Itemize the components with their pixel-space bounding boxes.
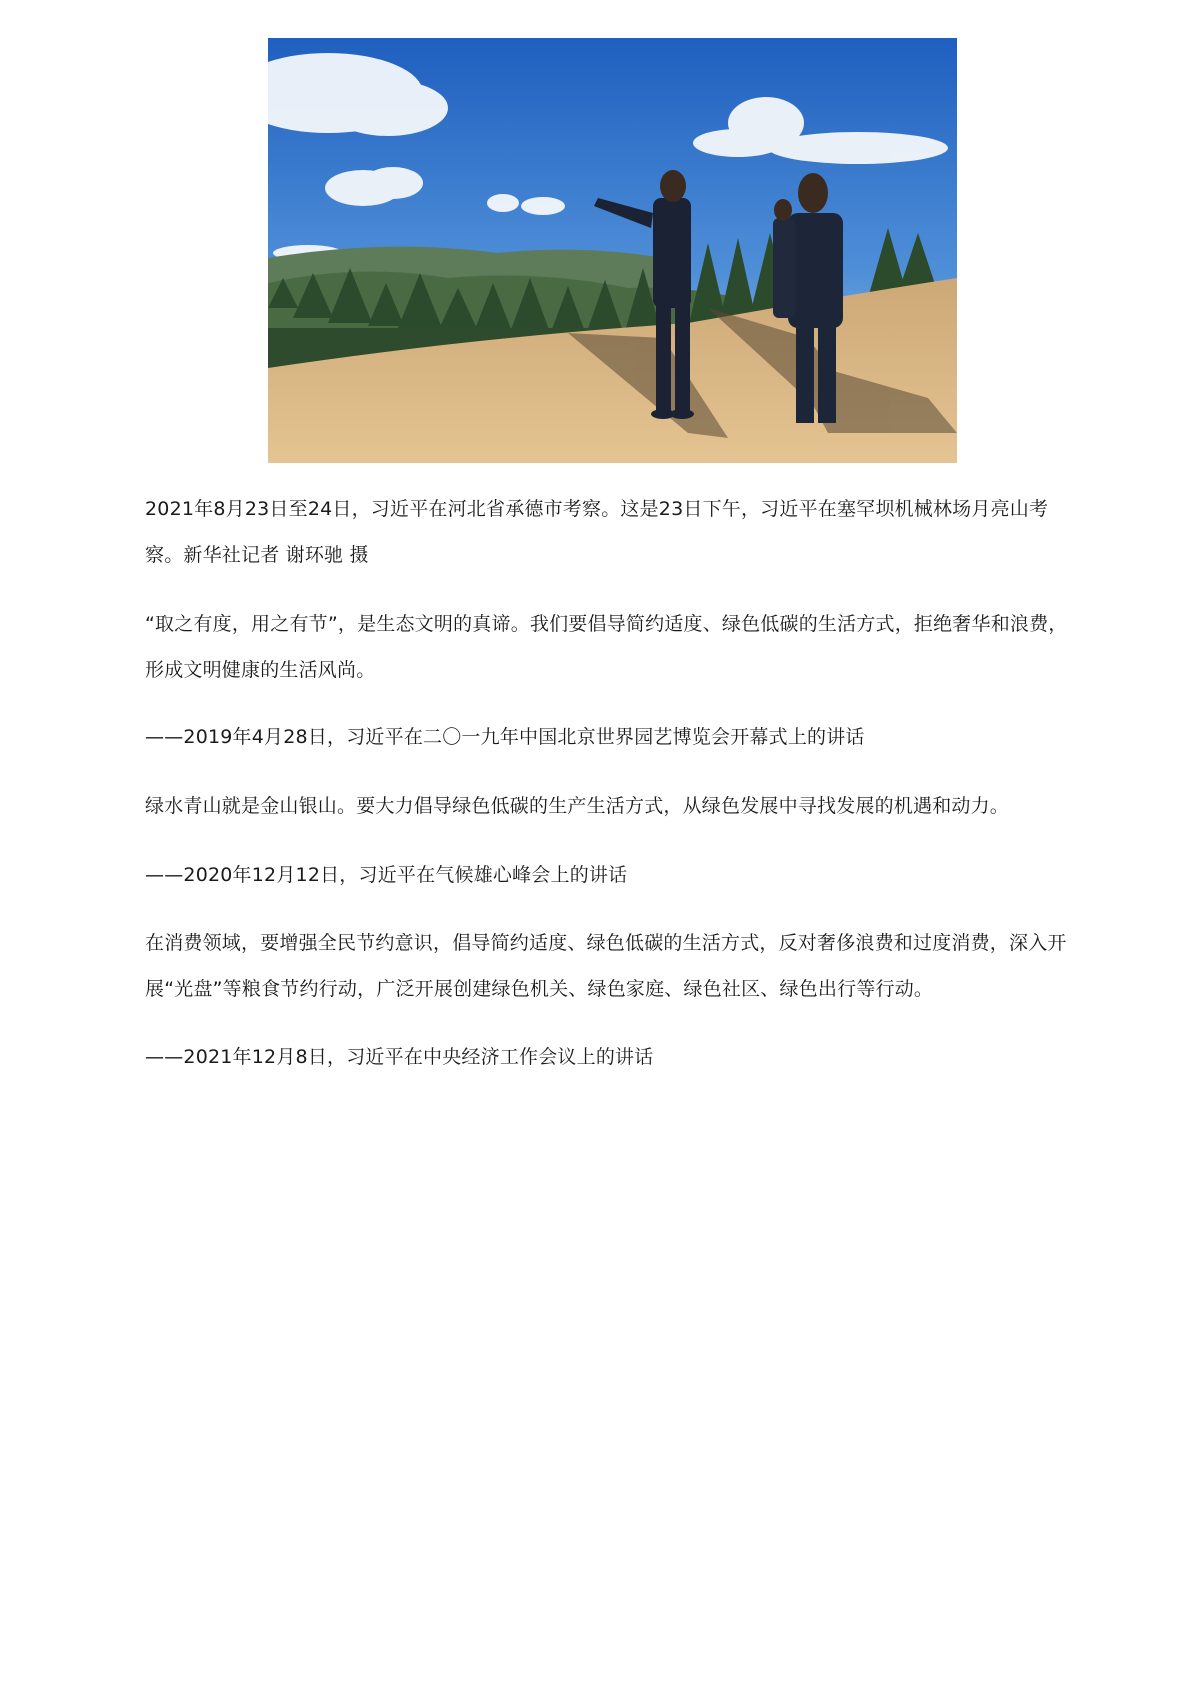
photo-caption: 2021年8月23日至24日，习近平在河北省承德市考察。这是23日下午，习近平在塞罕坝机械林场月亮山考察。新华社记者 谢环驰 摄 <box>145 498 1049 566</box>
quote-paragraph: 在消费领域，要增强全民节约意识，倡导简约适度、绿色低碳的生活方式，反对奢侈浪费和过度消费，深入开展“光盘”等粮食节约行动，广泛开展创建绿色机关、绿色家庭、绿色社区、绿色出行等行动。 <box>145 932 1067 1000</box>
quote-source: ——2021年12月8日，习近平在中央经济工作会议上的讲话 <box>145 1046 654 1068</box>
quote-paragraph: 绿水青山就是金山银山。要大力倡导绿色低碳的生产生活方式，从绿色发展中寻找发展的机遇和动力。 <box>145 795 1010 817</box>
news-photo <box>268 38 957 463</box>
quote-source: ——2019年4月28日，习近平在二〇一九年中国北京世界园艺博览会开幕式上的讲话 <box>145 726 865 748</box>
quote-source: ——2020年12月12日，习近平在气候雄心峰会上的讲话 <box>145 864 628 886</box>
quote-paragraph: “取之有度，用之有节”，是生态文明的真谛。我们要倡导简约适度、绿色低碳的生活方式，拒绝奢华和浪费，形成文明健康的生活风尚。 <box>145 613 1068 681</box>
